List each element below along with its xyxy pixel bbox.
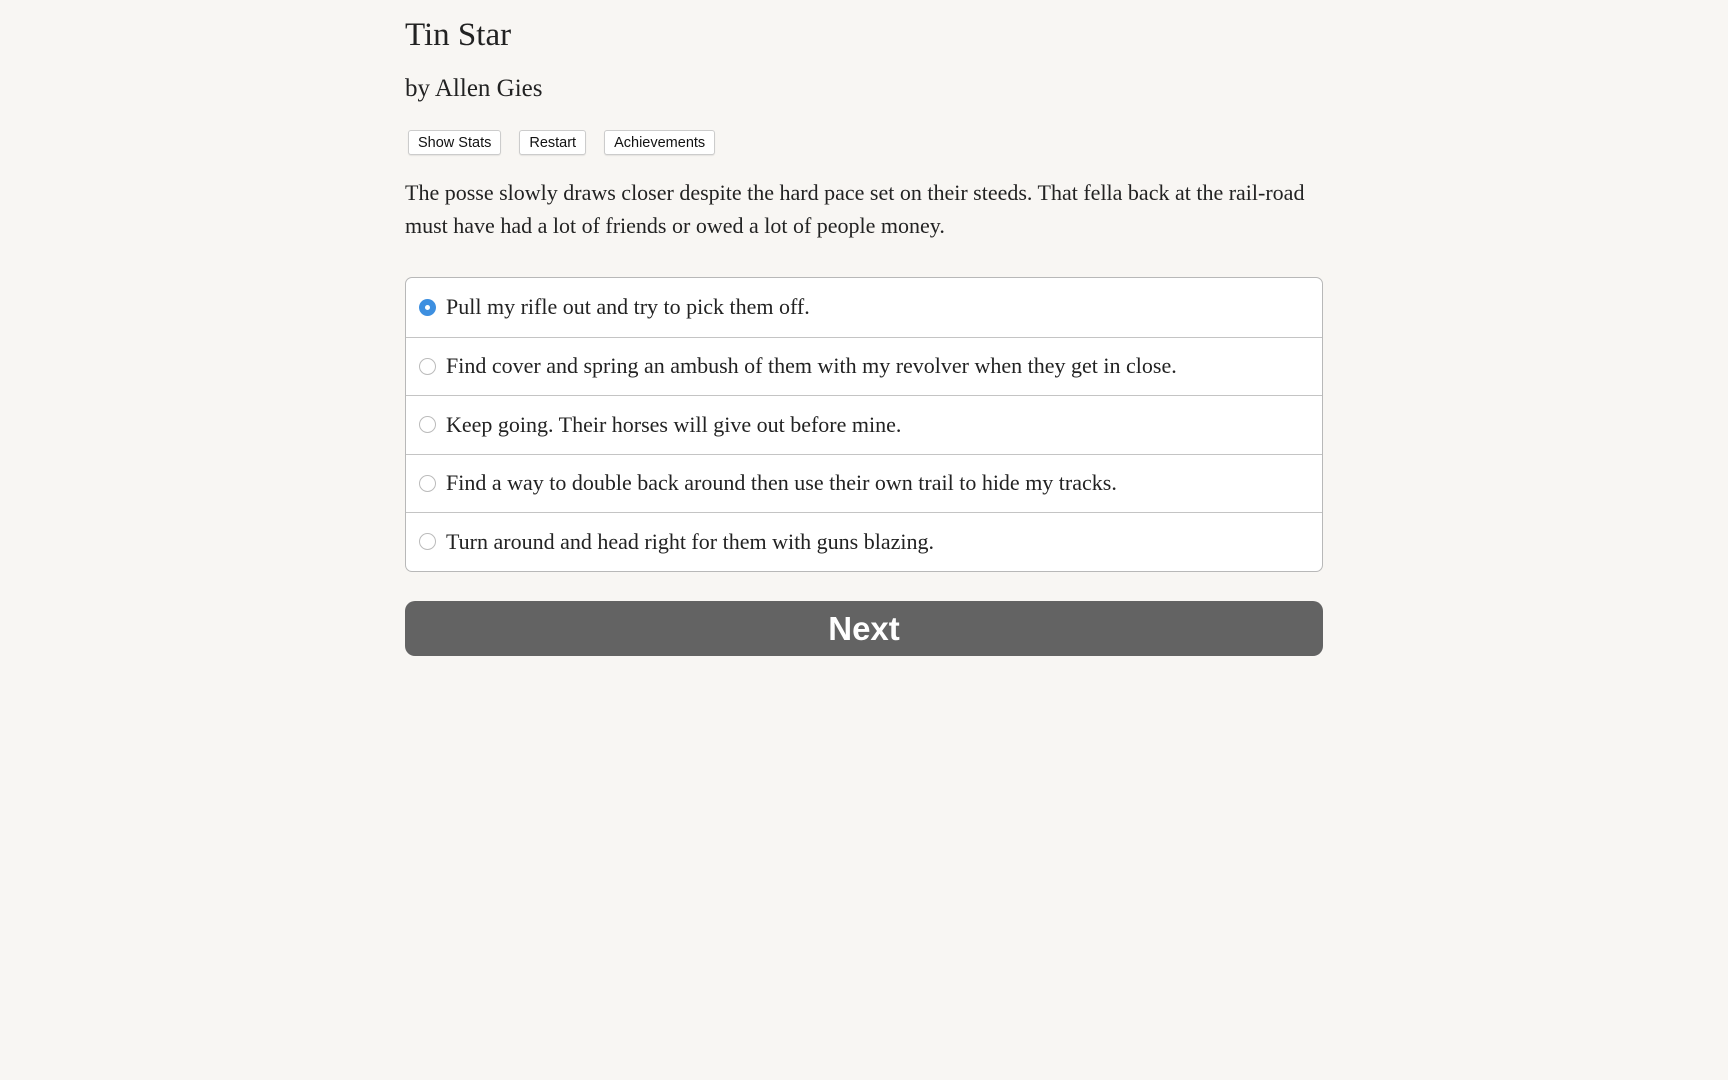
radio-icon[interactable] — [419, 475, 436, 492]
choice-label: Pull my rifle out and try to pick them off. — [446, 294, 810, 320]
choice-option[interactable] — [406, 278, 1322, 337]
show-stats-button[interactable]: Show Stats — [408, 130, 501, 155]
toolbar — [408, 130, 715, 155]
choice-option[interactable] — [406, 512, 1322, 571]
passage-text: The posse slowly draws closer despite the hard pace set on their steeds. That fella back at the rail-road must have had a lot of friends or owed a lot of people money. — [405, 180, 1305, 238]
radio-selected-icon[interactable] — [419, 299, 436, 316]
choice-list — [405, 277, 1323, 572]
choice-label: Find cover and spring an ambush of them with my revolver when they get in close. — [446, 353, 1177, 379]
radio-icon[interactable] — [419, 533, 436, 550]
choice-option[interactable] — [406, 337, 1322, 396]
author-line: by Allen Gies — [405, 75, 543, 102]
choice-option[interactable] — [406, 395, 1322, 454]
choice-option[interactable] — [406, 454, 1322, 513]
choice-label: Find a way to double back around then use their own trail to hide my tracks. — [446, 470, 1117, 496]
choice-label: Keep going. Their horses will give out before mine. — [446, 411, 902, 437]
restart-button[interactable]: Restart — [519, 130, 586, 155]
next-button[interactable]: Next — [405, 601, 1323, 656]
choice-label: Turn around and head right for them with guns blazing. — [446, 528, 934, 554]
achievements-button[interactable]: Achievements — [604, 130, 715, 155]
radio-icon[interactable] — [419, 416, 436, 433]
radio-icon[interactable] — [419, 358, 436, 375]
game-title: Tin Star — [405, 17, 512, 53]
